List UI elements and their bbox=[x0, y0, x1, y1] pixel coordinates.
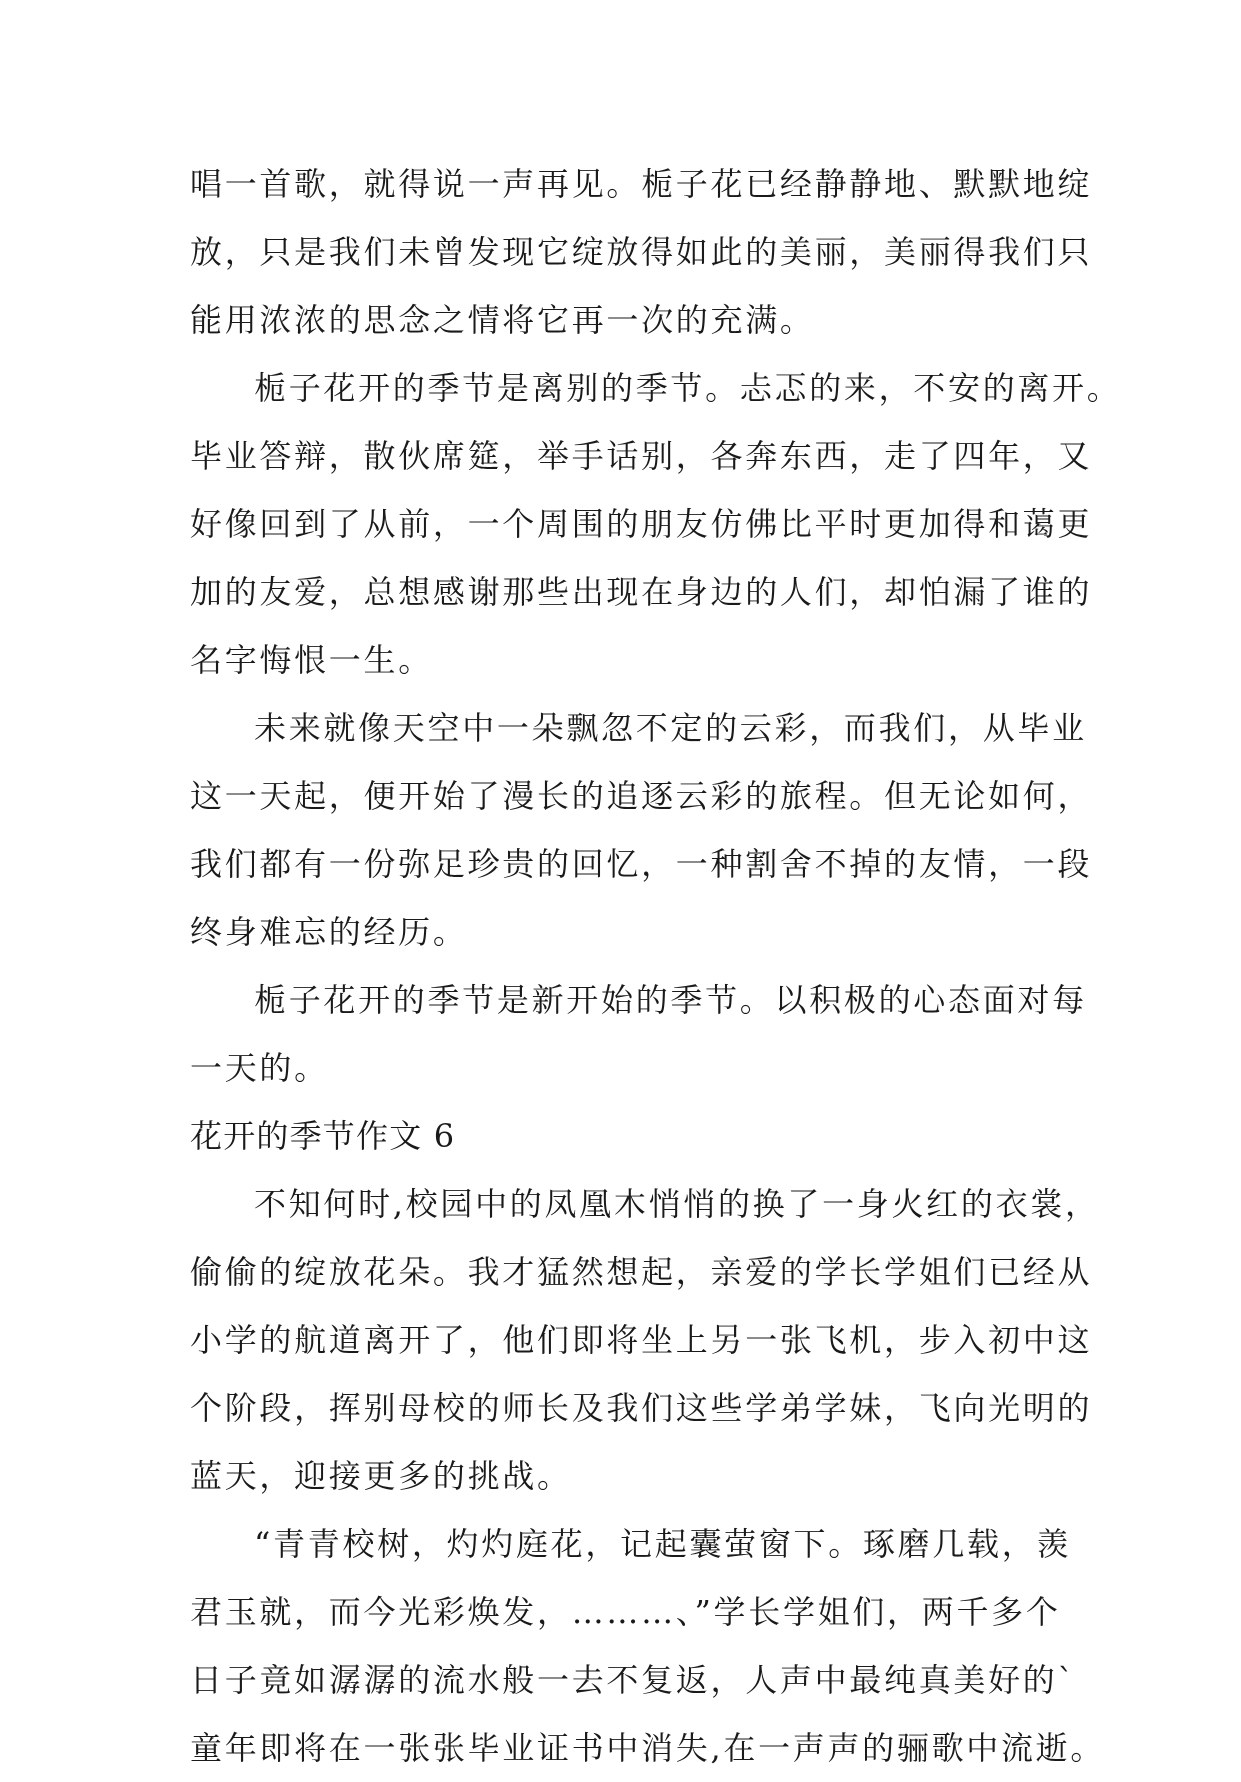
text-line: 偷偷的绽放花朵。我才猛然想起，亲爱的学长学姐们已经从 bbox=[190, 1253, 1093, 1291]
text-line: 我们都有一份弥足珍贵的回忆，一种割舍不掉的友情，一段 bbox=[190, 845, 1093, 883]
text-line: 不知何时,校园中的凤凰木悄悄的换了一身火红的衣裳， bbox=[254, 1185, 1100, 1223]
text-line: 加的友爱，总想感谢那些出现在身边的人们，却怕漏了谁的 bbox=[190, 573, 1093, 611]
text-line: 能用浓浓的思念之情将它再一次的充满。 bbox=[190, 301, 815, 339]
text-line: 未来就像天空中一朵飘忽不定的云彩，而我们，从毕业 bbox=[254, 709, 1087, 747]
paragraph-1 bbox=[190, 150, 1093, 354]
text-line: 放，只是我们未曾发现它绽放得如此的美丽，美丽得我们只 bbox=[190, 233, 1093, 271]
paragraph-6 bbox=[190, 1510, 1106, 1782]
text-line: 终身难忘的经历。 bbox=[190, 913, 468, 951]
text-line: 毕业答辩，散伙席筵，举手话别，各奔东西，走了四年，又 bbox=[190, 437, 1093, 475]
text-line: 栀子花开的季节是离别的季节。忐忑的来，不安的离开。 bbox=[254, 369, 1122, 407]
text-line: “青青校树，灼灼庭花，记起囊萤窗下。琢磨几载，羡 bbox=[254, 1525, 1072, 1563]
text-line: 这一天起，便开始了漫长的追逐云彩的旅程。但无论如何， bbox=[190, 777, 1093, 815]
text-line: 唱一首歌，就得说一声再见。栀子花已经静静地、默默地绽 bbox=[190, 165, 1093, 203]
paragraph-5 bbox=[190, 1170, 1100, 1510]
text-line: 栀子花开的季节是新开始的季节。以积极的心态面对每 bbox=[254, 981, 1087, 1019]
text-line: 好像回到了从前，一个周围的朋友仿佛比平时更加得和蔼更 bbox=[190, 505, 1093, 543]
text-line: 童年即将在一张张毕业证书中消失,在一声声的骊歌中流逝。 bbox=[190, 1729, 1106, 1767]
text-line: 个阶段，挥别母校的师长及我们这些学弟学妹，飞向光明的 bbox=[190, 1389, 1093, 1427]
paragraph-3 bbox=[190, 694, 1093, 966]
text-line: 蓝天，迎接更多的挑战。 bbox=[190, 1457, 572, 1495]
text-line: 名字悔恨一生。 bbox=[190, 641, 433, 679]
text-line: 日子竟如潺潺的流水般一去不复返，人声中最纯真美好的` bbox=[190, 1661, 1077, 1699]
text-line: 君玉就，而今光彩焕发，………、”学长学姐们，两千多个 bbox=[190, 1593, 1061, 1631]
paragraph-2 bbox=[190, 354, 1122, 694]
paragraph-4 bbox=[190, 966, 1090, 1102]
document-body bbox=[190, 150, 1122, 1782]
section-heading-text: 花开的季节作文 6 bbox=[190, 1117, 456, 1155]
section-heading bbox=[190, 1102, 1090, 1170]
text-line: 一天的。 bbox=[190, 1049, 329, 1087]
text-line: 小学的航道离开了，他们即将坐上另一张飞机，步入初中这 bbox=[190, 1321, 1093, 1359]
